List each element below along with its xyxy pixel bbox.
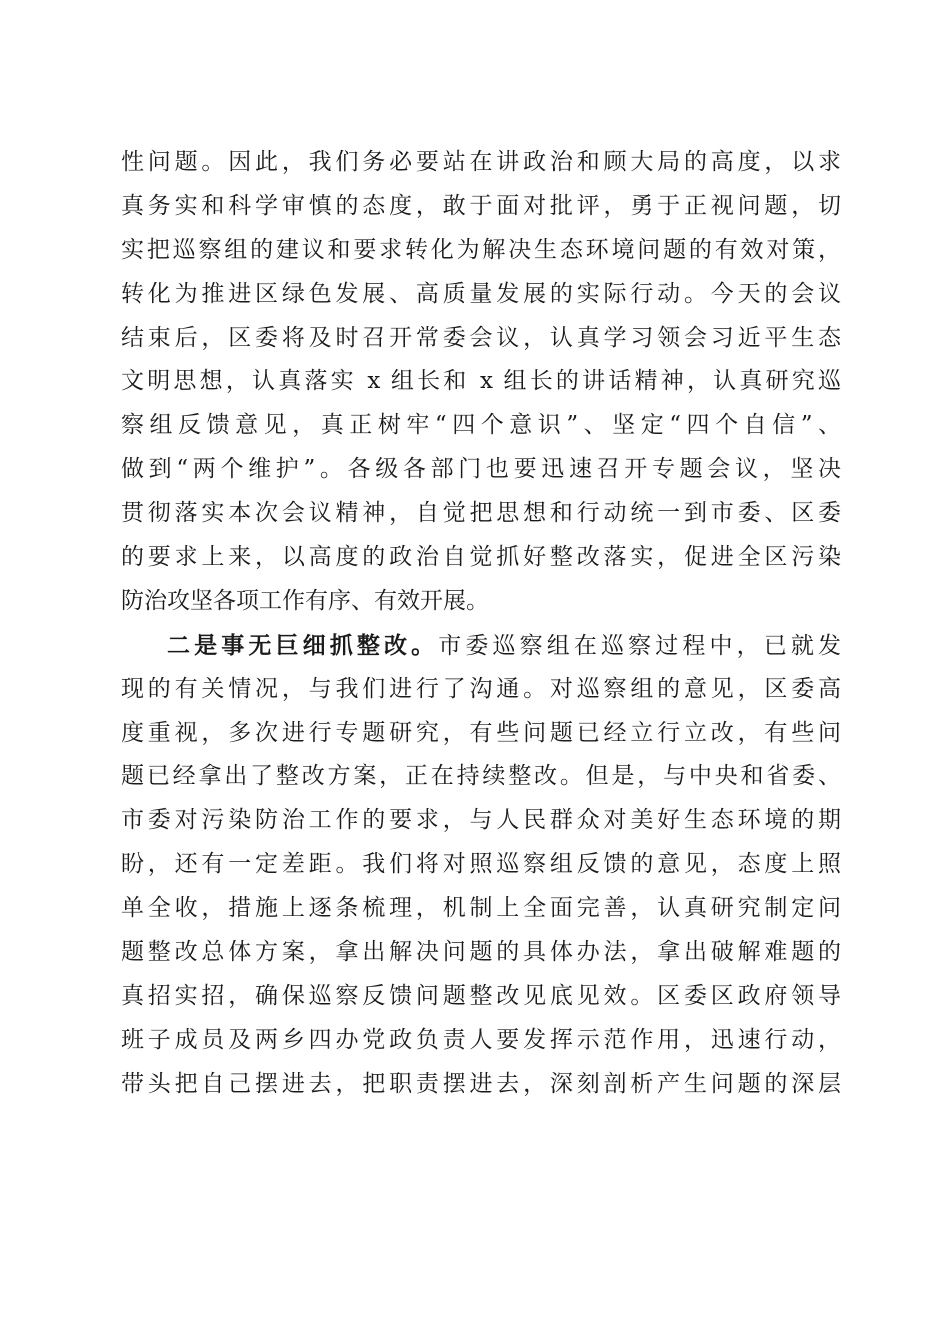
text-line: 题已经拿出了整改方案，正在持续整改。但是，与中央和省委、: [121, 763, 841, 790]
text-line: 性问题。因此，我们务必要站在讲政治和顾大局的高度，以求: [121, 149, 841, 175]
text-line: 文明思想，认真落实 x 组长和 x 组长的讲话精神，认真研究巡: [121, 368, 841, 395]
text-line: 真招实招，确保巡察反馈问题整改见底见效。区委区政府领导: [121, 982, 841, 1009]
paragraph-heading: 二是事无巨细抓整改。: [167, 631, 439, 659]
text-line: 转化为推进区绿色发展、高质量发展的实际行动。今天的会议: [121, 280, 841, 307]
text-line: 防治攻坚各项工作有序、有效开展。: [121, 587, 489, 614]
text-line: 贯彻落实本次会议精神，自觉把思想和行动统一到市委、区委: [121, 500, 841, 527]
text-line: 题整改总体方案，拿出解决问题的具体办法，拿出破解难题的: [121, 939, 841, 966]
text-line: 现的有关情况，与我们进行了沟通。对巡察组的意见，区委高: [121, 675, 841, 702]
text-line: 察组反馈意见，真正树牢“四个意识”、坚定“四个自信”、: [121, 412, 841, 439]
text-line: 班子成员及两乡四办党政负责人要发挥示范作用，迅速行动，: [121, 1026, 841, 1053]
paragraph-2: [121, 624, 841, 1107]
text-line: 盼，还有一定差距。我们将对照巡察组反馈的意见，态度上照: [121, 851, 841, 878]
text-line: 结束后，区委将及时召开常委会议，认真学习领会习近平生态: [121, 324, 841, 351]
paragraph-1: [121, 141, 841, 624]
text-line: 的要求上来，以高度的政治自觉抓好整改落实，促进全区污染: [121, 544, 841, 571]
text-line: 度重视，多次进行专题研究，有些问题已经立行立改，有些问: [121, 719, 841, 746]
text-line: 做到“两个维护”。各级各部门也要迅速召开专题会议，坚决: [121, 456, 841, 483]
document-body: [121, 141, 841, 1107]
text-line: 实把巡察组的建议和要求转化为解决生态环境问题的有效对策，: [121, 236, 841, 263]
text-line: 带头把自己摆进去，把职责摆进去，深刻剖析产生问题的深层: [121, 1070, 841, 1097]
text-line: 单全收，措施上逐条梳理，机制上全面完善，认真研究制定问: [121, 895, 841, 922]
text-line: [121, 624, 841, 668]
text-line: 真务实和科学审慎的态度，敢于面对批评，勇于正视问题，切: [121, 192, 841, 219]
heading-line-text: 市委巡察组在巡察过程中，已就发: [438, 632, 841, 659]
text-line: 市委对污染防治工作的要求，与人民群众对美好生态环境的期: [121, 807, 841, 834]
